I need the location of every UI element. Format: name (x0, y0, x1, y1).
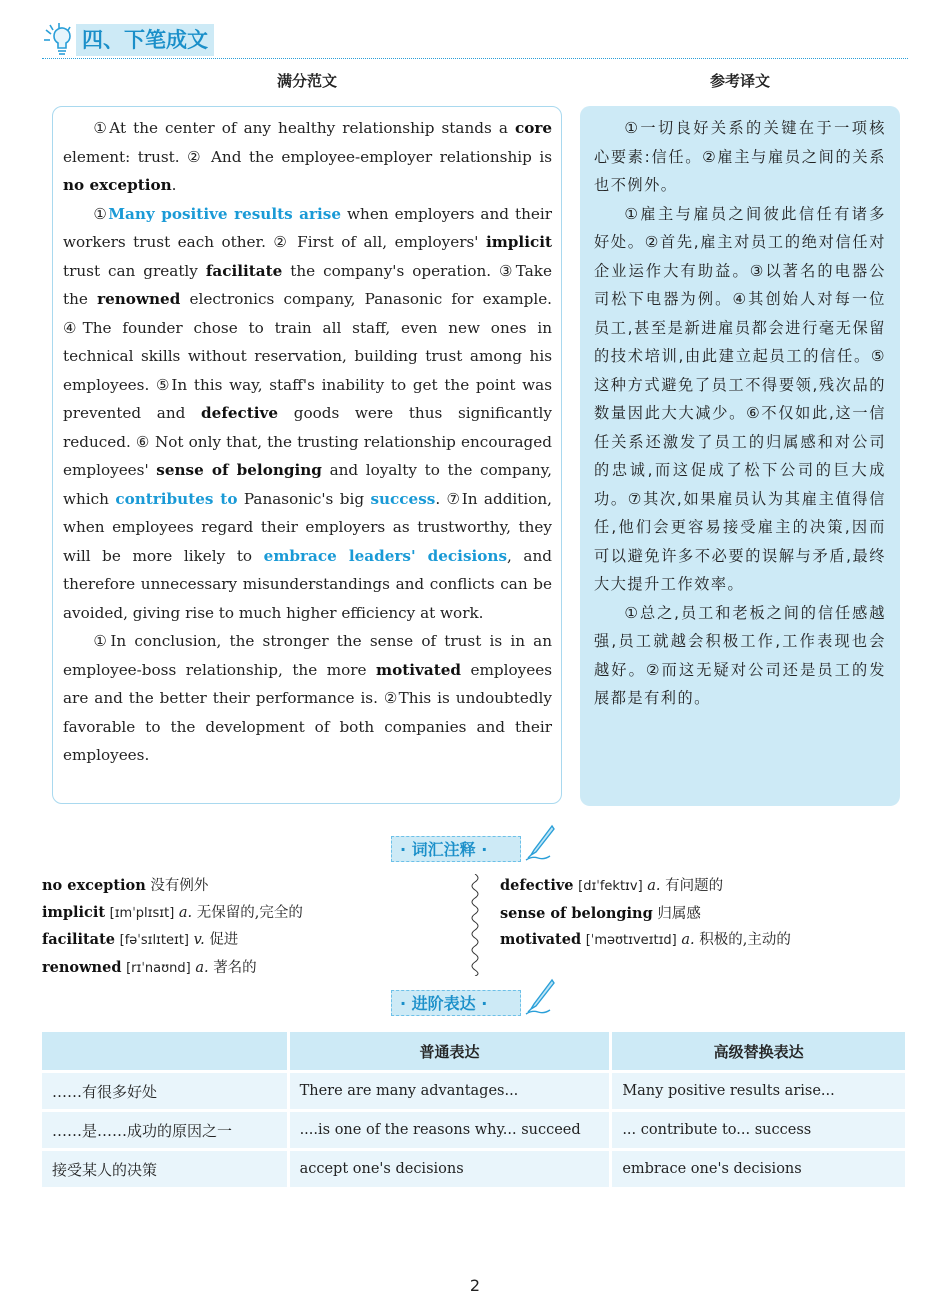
table-cell: accept one's decisions (290, 1151, 613, 1190)
vocab-item: renowned [rɪˈnaʊnd] a. 著名的 (42, 958, 257, 976)
keyword-motivated: motivated (376, 660, 461, 679)
highlight-embrace-decisions: embrace leaders' decisions (263, 546, 507, 565)
table-header: 普通表达 (290, 1032, 613, 1073)
pen-icon (522, 978, 556, 1018)
header-divider (42, 58, 908, 59)
essay-paragraph-2: ①Many positive results arise when employers and their workers trust each other. ② First of all, employers' implicit trust can greatly facilitate the company's operation. ③Take the renowned electronics company, Panasonic for example. ④The founder chose to train all staff, even new ones in technical skills without reservation, building trust among his employees. ⑤In this way, staff's inability to get the point was prevented and defective goods were thus significantly reduced. ⑥ Not only that, the trusting relationship encouraged employees' sense of belonging and loyalty to the company, which contributes to Panasonic's big success. ⑦In addition, when employees regard their employers as trustworthy, they will be more likely to embrace leaders' decisions, and therefore unnecessary misunderstandings and conflicts can be avoided, giving rise to much higher efficiency at work. (63, 204, 553, 622)
keyword-defective: defective (201, 404, 279, 422)
translation-paragraph-1: ①一切良好关系的关键在于一项核心要素:信任。②雇主与雇员之间的关系也不例外。 (594, 119, 886, 194)
essay-paragraph-3: ①In conclusion, the stronger the sense of trust is in an employee-boss relationship, the more motivated employees are and the better their performance is. ②This is undoubtedly favorable to the development of both companies and their employees. (63, 632, 552, 764)
keyword-sense-of-belonging: sense of belonging (156, 461, 322, 479)
translation-text (594, 114, 886, 713)
keyword-implicit: implicit (485, 233, 552, 251)
highlight-many-positive-results: Many positive results arise (108, 204, 341, 223)
keyword-renowned: renowned (97, 290, 181, 308)
essay-text (63, 114, 552, 770)
vocab-list-right (500, 873, 791, 955)
table-cell: 接受某人的决策 (42, 1151, 290, 1190)
essay-heading: 满分范文 (276, 72, 337, 90)
table-cell: ... contribute to... success (612, 1112, 908, 1151)
keyword-core: core (514, 119, 552, 137)
pen-icon (522, 824, 556, 864)
translation-paragraph-3: ①总之,员工和老板之间的信任感越强,员工就越会积极工作,工作表现也会越好。②而这无疑对公司还是员工的发展都是有利的。 (594, 603, 886, 707)
table-header: 高级替换表达 (612, 1032, 908, 1073)
table-cell: embrace one's decisions (612, 1151, 908, 1190)
table-row (42, 1151, 908, 1190)
vocab-item: no exception 没有例外 (42, 877, 209, 894)
vocab-item: implicit [ɪmˈplɪsɪt] a. 无保留的,完全的 (42, 903, 303, 921)
vocab-item: motivated [ˈməʊtɪveɪtɪd] a. 积极的,主动的 (500, 931, 791, 948)
vocab-banner: · 词汇注释 · (391, 836, 521, 862)
table-cell: There are many advantages... (290, 1073, 613, 1112)
vocab-item: defective [dɪˈfektɪv] a. 有问题的 (500, 877, 724, 894)
vocab-item: facilitate [fəˈsɪlɪteɪt] v. 促进 (42, 931, 239, 948)
translation-heading: 参考译文 (709, 72, 770, 90)
vocab-list-left (42, 873, 303, 982)
wavy-divider (468, 874, 482, 976)
advanced-banner: · 进阶表达 · (391, 990, 521, 1016)
table-cell: ……是……成功的原因之一 (42, 1112, 290, 1151)
table-row (42, 1073, 908, 1112)
table-header-row (42, 1032, 908, 1073)
vocab-item: sense of belonging 归属感 (500, 904, 701, 922)
highlight-contributes-to: contributes to (115, 489, 238, 508)
table-cell: Many positive results arise... (612, 1073, 908, 1112)
highlight-success: success (370, 489, 436, 508)
essay-paragraph-1: ①At the center of any healthy relationship stands a core element: trust. ② And the employee-employer relationship is no exception. (63, 119, 552, 194)
table-header (42, 1032, 290, 1073)
expression-table (42, 1032, 908, 1190)
table-cell: ……有很多好处 (42, 1073, 290, 1112)
page-number: 2 (469, 1276, 481, 1295)
translation-paragraph-2: ①雇主与雇员之间彼此信任有诸多好处。②首先,雇主对员工的绝对信任对企业运作大有助益。③以著名的电器公司松下电器为例。④其创始人对每一位员工,甚至是新进雇员都会进行毫无保留的技术培训,由此建立起员工的信任。⑤这种方式避免了员工不得要领,残次品的数量因此大大减少。⑥不仅如此,这一信任关系还激发了员工的归属感和对公司的忠诚,而这促成了松下公司的巨大成功。⑦其次,如果雇员认为其雇主值得信任,他们会更容易接受雇主的决策,因而可以避免许多不必要的误解与矛盾,最终大大提升工作效率。 (594, 204, 886, 593)
table-cell: ....is one of the reasons why... succeed (290, 1112, 613, 1151)
table-row (42, 1112, 908, 1151)
section-title: 四、下笔成文 (76, 24, 214, 56)
keyword-facilitate: facilitate (205, 261, 283, 280)
keyword-no-exception: no exception (63, 176, 172, 194)
lightbulb-icon (42, 22, 76, 58)
